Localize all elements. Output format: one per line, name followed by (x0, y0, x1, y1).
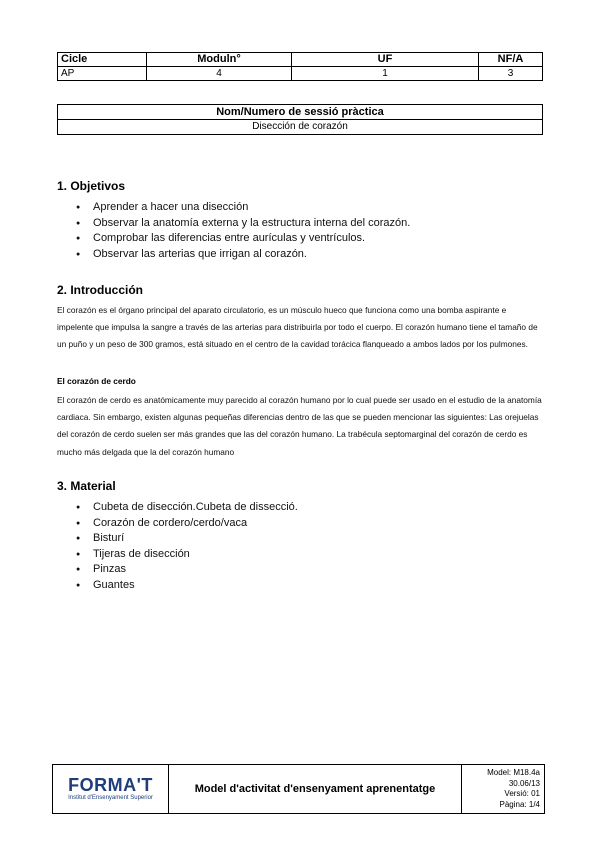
header-modul: Moduln° (147, 53, 292, 67)
footer-meta (462, 765, 545, 814)
header-nfa: NF/A (479, 53, 543, 67)
session-title: Nom/Numero de sessió pràctica (58, 105, 543, 120)
logo-wordmark: FORMA'T (68, 775, 153, 795)
page-footer (52, 764, 545, 814)
version: Versió: 01 (504, 789, 540, 798)
intro-paragraph: El corazón es el órgano principal del aparato circulatorio, es un músculo hueco que funciona como una bomba aspirante e impelente que impulsa la sangre a través de las arterias para distribuirla por todo el cuerpo. El corazón humano tiene el tamaño de un puño y un peso de 300 gramos, está situado en el centro de la cavidad torácica flanqueado a ambos lados por los pulmones. (57, 305, 538, 350)
list-item: ● Aprender a hacer una disección (76, 200, 410, 216)
header-uf: UF (292, 53, 479, 67)
list-item: ● Cubeta de disección.Cubeta de dissecció. (76, 500, 298, 516)
list-item: ● Comprobar las diferencias entre aurículas y ventrículos. (76, 231, 410, 247)
list-item: ● Corazón de cordero/cerdo/vaca (76, 516, 298, 532)
list-item: ● Observar las arterias que irrigan al corazón. (76, 247, 410, 263)
header-cicle: Cicle (58, 53, 147, 67)
list-item: ● Tijeras de disección (76, 547, 298, 563)
value-modul: 4 (147, 67, 292, 81)
value-cicle: AP (58, 67, 147, 81)
list-item: ● Guantes (76, 578, 298, 594)
value-uf: 1 (292, 67, 479, 81)
objetivos-list (76, 200, 410, 262)
material-list (76, 500, 298, 593)
list-item: ● Pinzas (76, 562, 298, 578)
session-table (57, 104, 543, 135)
value-nfa: 3 (479, 67, 543, 81)
list-item: ● Observar la anatomía externa y la estructura interna del corazón. (76, 216, 410, 232)
logo-subtitle: Institut d'Ensenyament Superior (68, 795, 153, 801)
model-code: Model: M18.4a (487, 768, 540, 777)
list-item: ● Bisturí (76, 531, 298, 547)
page-number: Pàgina: 1/4 (499, 799, 540, 809)
session-value: Disección de corazón (58, 120, 543, 135)
section-objetivos-heading: 1. Objetivos (57, 179, 126, 193)
section-material-heading: 3. Material (57, 479, 116, 493)
footer-logo (53, 765, 169, 814)
subheading-corazon-cerdo: El corazón de cerdo (57, 376, 136, 386)
model-date: 30.06/13 (508, 778, 540, 788)
module-info-table (57, 52, 543, 81)
section-introduccion-heading: 2. Introducción (57, 283, 144, 297)
cerdo-paragraph: El corazón de cerdo es anatómicamente muy parecido al corazón humano por lo cual puede ser usado en el estudio de la anatomía cardiaca. Sin embargo, existen algunas pequeñas diferencias dentro de las que se pueden mencionar las siguientes: Las orejuelas del corazón de cerdo suelen ser más grandes que las del corazón humano. La trabécula septomarginal del corazón de cerdo es mucho más delgada que la del corazón humano (57, 395, 542, 457)
footer-title: Model d'activitat d'ensenyament aprenentatge (169, 765, 462, 814)
